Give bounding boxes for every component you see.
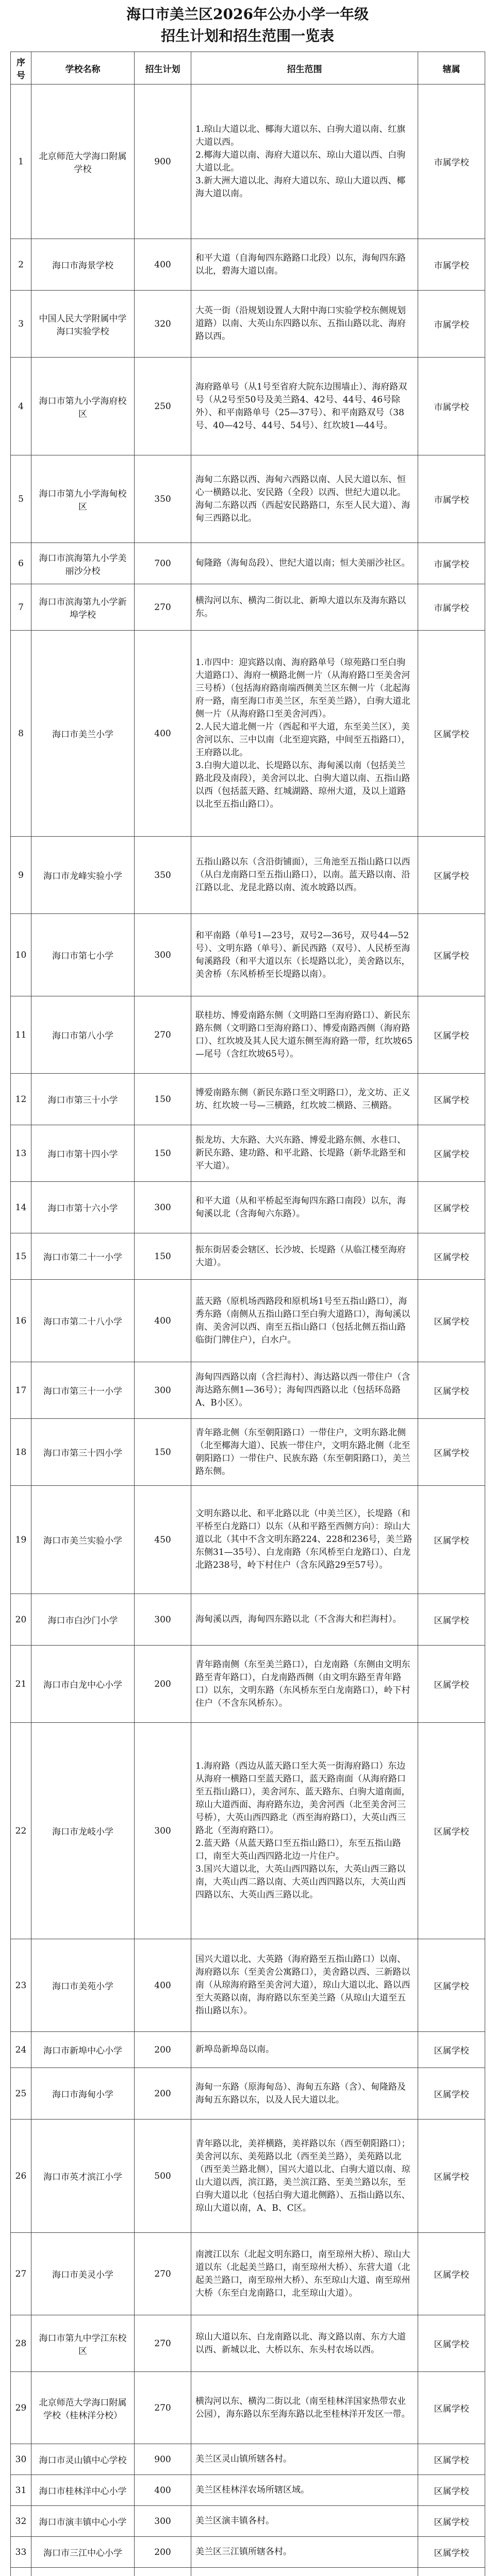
enrollment-plan: 300 [135, 2506, 191, 2537]
enrollment-scope: 青年路以北，美祥横路，美祥路以东（西至朝阳路口）；美舍河以东、美苑路以北（西至美兰路），美苑路以北（西至美兰路北侧），国兴大道以北、白驹大道以南、琼山大道以西，滨江路，美兰滨江路、至美兰路以东，至白驹大道以北（包括白驹大道北侧路）、五指山路以东、琼山大道以南，A、B、C区。 [191, 2120, 418, 2233]
enrollment-plan: 400 [135, 1939, 191, 2032]
table-row [11, 543, 485, 584]
jurisdiction: 市属学校 [418, 584, 485, 631]
row-number: 19 [11, 1486, 31, 1594]
enrollment-plan: 200 [135, 2537, 191, 2568]
enrollment-scope: 文明东路以北、和平北路以北（中美兰区），长堤路（和平桥至白龙路口）以东（从和平路至西侧方向）：琼山大道以北（其中不含文明东路224、228和236号，美兰路东侧31—35号）、白龙南路（东风桥至白龙路口）、白龙北路238号，岭下村住户（含东风路29至57号）。 [191, 1486, 418, 1594]
enrollment-scope: 美兰区桂林洋农场所辖区域。 [191, 2475, 418, 2506]
row-number: 25 [11, 2068, 31, 2120]
enrollment-plan: 270 [135, 2233, 191, 2315]
row-number: 7 [11, 584, 31, 631]
jurisdiction: 区属学校 [418, 914, 485, 996]
jurisdiction: 市属学校 [418, 455, 485, 543]
enrollment-scope: 1.市四中：迎宾路以南、海府路单号（琼苑路口至白驹大道路口）、海府一横路北侧一片（从海府路口至美舍河三号桥）（包括海府路南端西侧美兰区东侧一片（北起海府一路，南至海口市美兰区，东至美兰路），白驹大道北侧一片（从海府路口至美舍河西）。 2.人民大道北侧一片（西起和平大道，东至美兰区），美舍河以东、三中以南（北至迎宾路，中间至五指路口），王府路以北。 3.白驹大道以北、长堤路以东、海甸溪以南（包括美兰路北段及南段），美舍河以北、白驹大道以南、五指山路以西（包括蓝天路、红城湖路、琼州大道，及以上道路以北至五指山路口）。 [191, 631, 418, 837]
enrollment-scope: 海甸二东路以西、海甸六西路以南、人民大道以东、恒心一横路以北、安民路（全段）以西、世纪大道以北。 海甸二东路以西（西起安民路路口，东至人民大道）、海甸三西路以北。 [191, 455, 418, 543]
school-name: 北京师范大学海口附属学校 [31, 84, 135, 239]
jurisdiction: 区属学校 [418, 2444, 485, 2475]
enrollment-scope: 五指山路以东（含沿街铺面），三角池至五指山路口以西（从白龙南路口至五指山路口），以南。蓝天路以南、沿江路以北、龙昆北路以南、流水坡路以西。 [191, 837, 418, 914]
enrollment-plan [135, 2568, 191, 2576]
row-number: 31 [11, 2475, 31, 2506]
table-row [11, 2444, 485, 2475]
jurisdiction: 区属学校 [418, 1280, 485, 1362]
table-row [11, 358, 485, 455]
enrollment-scope: 国兴大道以北、大英路（海府路至五指山路口）以南、海府路以东（至美舍公寓路口），美舍路以西、三新路以南（从琼海府路至美舍河大道），琼山大道以北、路以西至大英路以南，海府路以东至美兰路（从琼山大道至五指山路以东）。 [191, 1939, 418, 2032]
table-header-row [11, 52, 485, 84]
school-name: 海口市第三十小学 [31, 1074, 135, 1125]
enrollment-plan: 300 [135, 1594, 191, 1646]
enrollment-scope: 振龙坊、大东路、大兴东路、博爱北路东侧、水巷口、新民东路、建功路、和平北路、长堤路（新华北路至和平大道）。 [191, 1125, 418, 1182]
table-row [11, 1646, 485, 1723]
table-row [11, 2120, 485, 2233]
table-row [11, 996, 485, 1074]
jurisdiction: 区属学校 [418, 2233, 485, 2315]
school-name: 海口市第九小学海甸校区 [31, 455, 135, 543]
row-number: 28 [11, 2315, 31, 2372]
row-number: 13 [11, 1125, 31, 1182]
enrollment-scope: 大英一街（沿规划设置人大附中海口实验学校东侧规划道路）以南、大英山东四路以东、五指山路以北、海府路以西。 [191, 291, 418, 358]
table-row [11, 291, 485, 358]
row-number: 18 [11, 1419, 31, 1486]
row-number: 8 [11, 631, 31, 837]
enrollment-plan: 500 [135, 2120, 191, 2233]
enrollment-plan: 350 [135, 837, 191, 914]
jurisdiction: 区属学校 [418, 1594, 485, 1646]
jurisdiction: 市属学校 [418, 84, 485, 239]
table-row [11, 455, 485, 543]
table-row [11, 2506, 485, 2537]
header-school: 学校名称 [31, 52, 135, 84]
jurisdiction: 区属学校 [418, 631, 485, 837]
enrollment-plan: 150 [135, 1419, 191, 1486]
enrollment-plan: 900 [135, 84, 191, 239]
school-name: 海口市第十六小学 [31, 1182, 135, 1233]
table-row [11, 1125, 485, 1182]
jurisdiction: 区属学校 [418, 1419, 485, 1486]
row-number: 20 [11, 1594, 31, 1646]
jurisdiction: 区属学校 [418, 1939, 485, 2032]
jurisdiction: 区属学校 [418, 1362, 485, 1419]
enrollment-scope: 青年路北侧（东至朝阳路口）一带住户，文明东路北侧（北至椰海大道）、民族一带住户，文明东路北侧（北至朝阳路口）一带住户、民族东路（东至朝阳路口），美兰路东侧。 [191, 1419, 418, 1486]
table-row [11, 1723, 485, 1939]
jurisdiction: 区属学校 [418, 2315, 485, 2372]
row-number: 32 [11, 2506, 31, 2537]
jurisdiction: 区属学校 [418, 2475, 485, 2506]
row-number: 17 [11, 1362, 31, 1419]
table-body [11, 84, 485, 2576]
enrollment-scope: 美兰区演丰镇各村。 [191, 2506, 418, 2537]
enrollment-scope: 联桂坊、博爱南路东侧（文明路口至海府路口）、新民东路东侧（文明路口至海府路口）、博爱南路西侧（海府路口）、红坎坡及其人民大道东侧至海府路一带，红坎坡65—尾号（含红坎坡65号）。 [191, 996, 418, 1074]
school-name [31, 2568, 135, 2576]
row-number: 16 [11, 1280, 31, 1362]
jurisdiction: 区属学校 [418, 837, 485, 914]
jurisdiction [418, 2568, 485, 2576]
enrollment-plan: 900 [135, 2444, 191, 2475]
table-row [11, 1486, 485, 1594]
school-name: 海口市新埠中心小学 [31, 2032, 135, 2068]
jurisdiction: 区属学校 [418, 1486, 485, 1594]
enrollment-scope: 横沟河以东、横沟二街以北、新埠大道以东及海东路以东。 [191, 584, 418, 631]
enrollment-plan: 400 [135, 631, 191, 837]
table-row [11, 2475, 485, 2506]
enrollment-scope: 琼山大道以东、白龙南路以北、海文路以南、东方大道以西、新城以北、大桥以东、东头村农场以西。 [191, 2315, 418, 2372]
table-row [11, 84, 485, 239]
table-row [11, 1419, 485, 1486]
enrollment-plan: 150 [135, 1074, 191, 1125]
enrollment-plan: 200 [135, 2068, 191, 2120]
enrollment-plan: 270 [135, 584, 191, 631]
row-number: 24 [11, 2032, 31, 2068]
row-number: 9 [11, 837, 31, 914]
table-row [11, 2315, 485, 2372]
row-number: 29 [11, 2372, 31, 2444]
jurisdiction: 区属学校 [418, 1723, 485, 1939]
enrollment-plan: 400 [135, 239, 191, 291]
row-number: 26 [11, 2120, 31, 2233]
row-number: 14 [11, 1182, 31, 1233]
header-no: 序号 [11, 52, 31, 84]
table-row [11, 1233, 485, 1280]
jurisdiction: 区属学校 [418, 1646, 485, 1723]
school-name: 海口市第二十八小学 [31, 1280, 135, 1362]
jurisdiction: 区属学校 [418, 2537, 485, 2568]
jurisdiction: 区属学校 [418, 2372, 485, 2444]
enrollment-plan: 200 [135, 2032, 191, 2068]
row-number: 23 [11, 1939, 31, 2032]
school-name: 海口市美兰小学 [31, 631, 135, 837]
enrollment-scope: 新埠岛新埠岛以南。 [191, 2032, 418, 2068]
table-row [11, 2032, 485, 2068]
table-row [11, 2068, 485, 2120]
row-number: 15 [11, 1233, 31, 1280]
table-row [11, 2537, 485, 2568]
enrollment-scope: 美兰区灵山镇所辖各村。 [191, 2444, 418, 2475]
enrollment-plan: 350 [135, 455, 191, 543]
row-number: 33 [11, 2537, 31, 2568]
enrollment-scope: 海甸四西路以南（含拦海村）、海达路以西一带住户（含海达路东侧1—36号）；海甸四西路以北（包括环岛路A、B小区）。 [191, 1362, 418, 1419]
school-name: 海口市龙岐小学 [31, 1723, 135, 1939]
table-row [11, 2372, 485, 2444]
jurisdiction: 市属学校 [418, 543, 485, 584]
school-name: 海口市白龙中心小学 [31, 1646, 135, 1723]
table-row [11, 1594, 485, 1646]
enrollment-scope: 南渡江以东（北起文明东路口，南至琼州大桥）、琼山大道以东（北起美兰路口，南至琼州大桥）、东营大道（北起美兰路口，南至琼州大桥）、东至琼山大道、南至琼州大桥（东至白龙南路口，北至琼山大道）。 [191, 2233, 418, 2315]
enrollment-scope: 青年路南侧（东至美兰路口），白龙南路（东侧由文明东路至青年路口），白龙南路西侧（由文明东路至青年路口）以东，文明东路（东风桥东至白龙南路口），岭下村住户（不含东风桥东）。 [191, 1646, 418, 1723]
document-subtitle: 招生计划和招生范围一览表 [0, 26, 495, 46]
table-row [11, 2233, 485, 2315]
school-name: 海口市滨海第九小学美丽沙分校 [31, 543, 135, 584]
enrollment-plan: 150 [135, 1233, 191, 1280]
row-number: 3 [11, 291, 31, 358]
row-number: 1 [11, 84, 31, 239]
enrollment-scope [191, 2568, 418, 2576]
enrollment-plan: 320 [135, 291, 191, 358]
table-row [11, 584, 485, 631]
enrollment-scope: 和平南路（单号1—23号，双号2—36号，双号44—52号）、文明东路（单号）、新民西路（双号）、人民桥至海甸溪路段（和平大道以东（长堤路以北），美舍路以东，美舍桥（东风桥桥至长堤路以南）。 [191, 914, 418, 996]
row-number: 22 [11, 1723, 31, 1939]
table-row [11, 1280, 485, 1362]
enrollment-scope: 海府路单号（从1号至省府大院东边围墙止）、海府路双号（从2号至50号及美兰路4、42号、44号、46号除外）、和平南路单号（25—37号）、和平南路双号（38号、40—42号、44号、54号）、红坎坡1—44号。 [191, 358, 418, 455]
row-number: 5 [11, 455, 31, 543]
enrollment-scope: 美兰区三江镇所辖各村。 [191, 2537, 418, 2568]
school-name: 海口市美灵小学 [31, 2233, 135, 2315]
school-name: 海口市海景学校 [31, 239, 135, 291]
enrollment-plan: 270 [135, 996, 191, 1074]
school-name: 海口市白沙门小学 [31, 1594, 135, 1646]
school-name: 海口市第十四小学 [31, 1125, 135, 1182]
table-row [11, 239, 485, 291]
school-name: 海口市美苑小学 [31, 1939, 135, 2032]
enrollment-scope: 和平大道（从和平桥起至海甸四东路口南段）以东，海甸溪以北（含海甸六东路）。 [191, 1182, 418, 1233]
school-name: 海口市滨海第九小学新埠学校 [31, 584, 135, 631]
school-name: 海口市第三十四小学 [31, 1419, 135, 1486]
school-name: 中国人民大学附属中学海口实验学校 [31, 291, 135, 358]
jurisdiction: 区属学校 [418, 2068, 485, 2120]
jurisdiction: 区属学校 [418, 1233, 485, 1280]
jurisdiction: 区属学校 [418, 2506, 485, 2537]
school-name: 海口市第七小学 [31, 914, 135, 996]
enrollment-plan: 150 [135, 1125, 191, 1182]
row-number: 10 [11, 914, 31, 996]
enrollment-plan: 400 [135, 2475, 191, 2506]
row-number: 12 [11, 1074, 31, 1125]
school-name: 北京师范大学海口附属学校（桂林洋分校） [31, 2372, 135, 2444]
enrollment-plan: 450 [135, 1486, 191, 1594]
school-name: 海口市龙峰实验小学 [31, 837, 135, 914]
school-name: 海口市第三十一小学 [31, 1362, 135, 1419]
jurisdiction: 区属学校 [418, 1125, 485, 1182]
enrollment-plan: 300 [135, 1182, 191, 1233]
enrollment-plan: 300 [135, 1723, 191, 1939]
enrollment-scope: 海甸一东路（原海甸岛）、海甸五东路（含）、甸隆路及海甸五东路以东，以及人民大道以北。 [191, 2068, 418, 2120]
jurisdiction: 区属学校 [418, 996, 485, 1074]
row-number: 21 [11, 1646, 31, 1723]
table-row [11, 1182, 485, 1233]
enrollment-plan: 300 [135, 1362, 191, 1419]
row-number: 4 [11, 358, 31, 455]
school-name: 海口市海甸小学 [31, 2068, 135, 2120]
enrollment-plan: 300 [135, 914, 191, 996]
school-name: 海口市英才滨江小学 [31, 2120, 135, 2233]
header-plan: 招生计划 [135, 52, 191, 84]
school-name: 海口市美兰实验小学 [31, 1486, 135, 1594]
jurisdiction: 区属学校 [418, 1074, 485, 1125]
table-row [11, 2568, 485, 2576]
enrollment-scope: 横沟河以东、横沟二街以北（南至桂林洋国家热带农业公园），海东路以东至海东路以北至桂林洋开发区一带。 [191, 2372, 418, 2444]
jurisdiction: 区属学校 [418, 2032, 485, 2068]
enrollment-table [10, 52, 485, 2576]
school-name: 海口市灵山镇中心学校 [31, 2444, 135, 2475]
school-name: 海口市第九中学江东校区 [31, 2315, 135, 2372]
enrollment-scope: 甸隆路（海甸岛段）、世纪大道以南；恒大美丽沙社区。 [191, 543, 418, 584]
school-name: 海口市桂林洋中心小学 [31, 2475, 135, 2506]
jurisdiction: 市属学校 [418, 291, 485, 358]
row-number: 27 [11, 2233, 31, 2315]
school-name: 海口市第九小学海府校区 [31, 358, 135, 455]
enrollment-scope: 1.海府路（西边从蓝天路口至大英一街海府路口）东边从海府一横路口至蓝天路口，蓝天路南面（从海府路口至五指山路口），美舍河东、蓝天路东、白驹大道南面，琼山大道西面、海府路东边，美舍河西（北至美舍河三号桥），大英山西四路北（西至海府路口），大英山西三路北（至海府路口）。 2.蓝天路（从蓝天路口至五指山路口），东至五指山路口，南至大英山西四路北边一片住户。 3.国兴大道以北，大英山西四路以东，大英山西三路以南，大英山西二路以南、大英山西四路以东，大英山西四路以东、大英山西三路以北。 [191, 1723, 418, 1939]
row-number: 2 [11, 239, 31, 291]
enrollment-plan: 270 [135, 2372, 191, 2444]
school-name: 海口市演丰镇中心小学 [31, 2506, 135, 2537]
enrollment-scope: 海甸溪以西，海甸四东路以北（不含海大和拦海村）。 [191, 1594, 418, 1646]
row-number: 30 [11, 2444, 31, 2475]
enrollment-plan: 400 [135, 1280, 191, 1362]
row-number: 11 [11, 996, 31, 1074]
table-row [11, 914, 485, 996]
school-name: 海口市三江中心小学 [31, 2537, 135, 2568]
jurisdiction: 区属学校 [418, 1182, 485, 1233]
school-name: 海口市第二十一小学 [31, 1233, 135, 1280]
table-row [11, 1939, 485, 2032]
enrollment-scope: 和平大道（自海甸四东路路口北段）以东，海甸四东路以北，碧海大道以南。 [191, 239, 418, 291]
row-number [11, 2568, 31, 2576]
enrollment-plan: 270 [135, 2315, 191, 2372]
header-jurisdiction: 辖属 [418, 52, 485, 84]
jurisdiction: 市属学校 [418, 358, 485, 455]
enrollment-plan: 250 [135, 358, 191, 455]
enrollment-plan: 700 [135, 543, 191, 584]
enrollment-scope: 1.琼山大道以北、椰海大道以东、白驹大道以南、红旗大道以西。 2.椰海大道以南、海府大道以东、琼山大道以西、白驹大道以北。 3.新大洲大道以北、海府大道以东、琼山大道以西、椰海大道以南。 [191, 84, 418, 239]
enrollment-scope: 蓝天路（原机场西路段和原机场1号至五指山路口），海秀东路（南侧从五指山路口至白驹大道路口），海甸溪以南、美舍河以西、南至五指山路口（包括北侧五指山路临街门牌住户），白水户。 [191, 1280, 418, 1362]
table-row [11, 1074, 485, 1125]
table-row [11, 837, 485, 914]
header-scope: 招生范围 [191, 52, 418, 84]
enrollment-scope: 博爱南路东侧（新民东路口至文明路口），龙文坊、正义坊、红坎坡一号—三横路，红坎坡二横路、三横路。 [191, 1074, 418, 1125]
enrollment-plan: 200 [135, 1646, 191, 1723]
school-name: 海口市第八小学 [31, 996, 135, 1074]
jurisdiction: 市属学校 [418, 239, 485, 291]
jurisdiction: 区属学校 [418, 2120, 485, 2233]
enrollment-scope: 振东街居委会辖区、长沙坡、长堤路（从临江楼至海府大道）。 [191, 1233, 418, 1280]
table-row [11, 631, 485, 837]
document-title: 海口市美兰区2026年公办小学一年级 [0, 4, 495, 25]
table-row [11, 1362, 485, 1419]
row-number: 6 [11, 543, 31, 584]
